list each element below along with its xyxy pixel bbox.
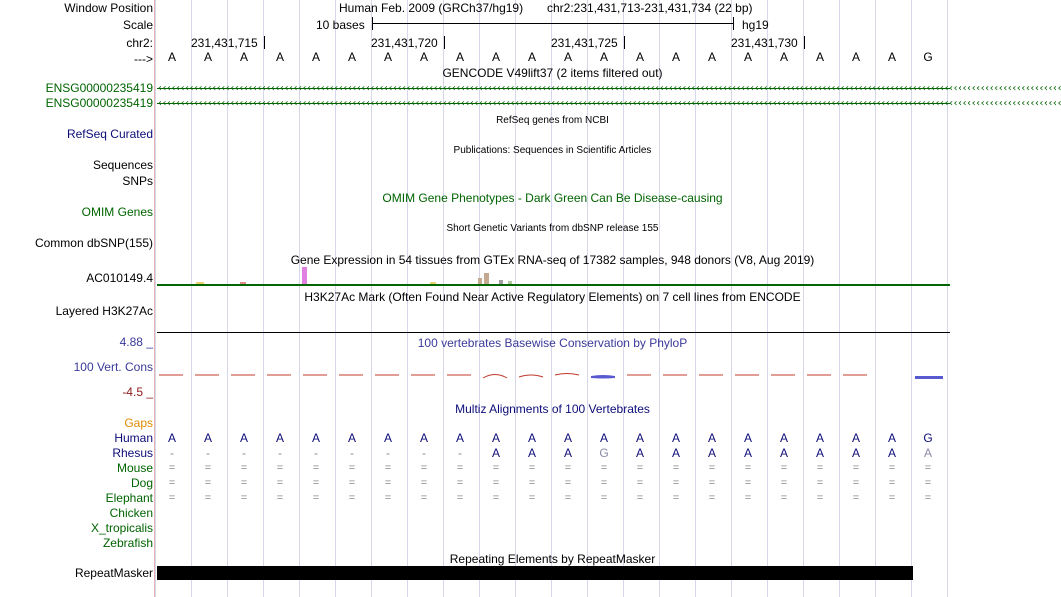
multiz-alignment-char: =	[204, 477, 212, 489]
base-letter: A	[491, 50, 500, 64]
multiz-alignment-char: =	[564, 462, 572, 474]
ruler-tick-label: 231,431,730	[731, 36, 798, 50]
multiz-alignment-char: =	[528, 462, 536, 474]
base-letter: A	[815, 50, 824, 64]
omim-track-title: OMIM Gene Phenotypes - Dark Green Can Be Disease-causing	[382, 191, 723, 205]
multiz-alignment-char: =	[276, 477, 284, 489]
publications-track-label[interactable]: Sequences	[92, 158, 153, 172]
base-letter: G	[923, 50, 933, 64]
base-letter: A	[563, 50, 572, 64]
multiz-alignment-char: =	[420, 492, 428, 504]
multiz-alignment-char: =	[204, 462, 212, 474]
multiz-alignment-char: =	[456, 462, 464, 474]
multiz-alignment-char: =	[312, 477, 320, 489]
phylop-track-title: 100 vertebrates Basewise Conservation by PhyloP	[417, 336, 688, 350]
gtex-track-title: Gene Expression in 54 tissues from GTEx RNA-seq of 17382 samples, 948 donors (V8, Aug 2019)	[290, 253, 815, 267]
ruler-tick-label: 231,431,720	[371, 36, 438, 50]
multiz-alignment-char: =	[204, 492, 212, 504]
dbsnp-track-label[interactable]: Common dbSNP(155)	[34, 236, 153, 250]
dbsnp-track-title: Short Genetic Variants from dbSNP release 155	[446, 223, 659, 234]
multiz-alignment-char: =	[168, 477, 176, 489]
multiz-alignment-char: A	[851, 446, 860, 460]
base-letter: A	[635, 50, 644, 64]
multiz-alignment-char: =	[888, 462, 896, 474]
phylop-min-label: -4.5 _	[122, 385, 153, 399]
h3k27ac-track-title: H3K27Ac Mark (Often Found Near Active Regulatory Elements) on 7 cell lines from ENCODE	[304, 290, 801, 304]
base-letter: A	[887, 50, 896, 64]
multiz-alignment-char: A	[203, 431, 212, 445]
gaps-track-label[interactable]: Gaps	[124, 416, 153, 430]
refseq-track-label[interactable]: RefSeq Curated	[66, 127, 153, 141]
multiz-alignment-char: =	[708, 492, 716, 504]
multiz-alignment-char: A	[311, 431, 320, 445]
refseq-track-title: RefSeq genes from NCBI	[496, 115, 609, 126]
multiz-alignment-char: A	[275, 431, 284, 445]
multiz-alignment-char: =	[708, 462, 716, 474]
multiz-alignment-char: =	[888, 477, 896, 489]
multiz-alignment-char: =	[240, 462, 248, 474]
base-letter: A	[419, 50, 428, 64]
multiz-alignment-char: A	[239, 431, 248, 445]
base-letter: A	[851, 50, 860, 64]
multiz-alignment-char: =	[384, 462, 392, 474]
multiz-alignment-char: A	[779, 446, 788, 460]
multiz-alignment-char: A	[167, 431, 176, 445]
multiz-alignment-char: A	[851, 431, 860, 445]
multiz-alignment-char: A	[707, 446, 716, 460]
multiz-alignment-char: A	[671, 431, 680, 445]
multiz-alignment-char: -	[422, 446, 426, 460]
gencode-item-label[interactable]: ENSG00000235419	[45, 96, 153, 110]
multiz-alignment-char: A	[491, 431, 500, 445]
chr-label: chr2:	[126, 36, 153, 50]
multiz-alignment-char: A	[347, 431, 356, 445]
multiz-alignment-char: A	[491, 446, 500, 460]
multiz-alignment-char: A	[383, 431, 392, 445]
multiz-alignment-char: -	[206, 446, 210, 460]
multiz-alignment-char: =	[348, 477, 356, 489]
base-letter: A	[203, 50, 212, 64]
multiz-alignment-char: A	[635, 431, 644, 445]
multiz-alignment-char: =	[168, 462, 176, 474]
multiz-alignment-char: A	[887, 431, 896, 445]
multiz-alignment-char: =	[888, 492, 896, 504]
multiz-alignment-char: =	[528, 492, 536, 504]
multiz-alignment-char: =	[456, 492, 464, 504]
multiz-alignment-char: =	[780, 477, 788, 489]
multiz-alignment-char: =	[636, 492, 644, 504]
multiz-alignment-char: -	[458, 446, 462, 460]
base-letter: A	[383, 50, 392, 64]
multiz-alignment-char: A	[635, 446, 644, 460]
multiz-alignment-char: -	[350, 446, 354, 460]
multiz-alignment-char: =	[780, 462, 788, 474]
multiz-alignment-char: =	[852, 492, 860, 504]
multiz-track-title: Multiz Alignments of 100 Vertebrates	[455, 402, 650, 416]
phylop-wiggle[interactable]	[155, 365, 950, 385]
multiz-alignment-char: A	[707, 431, 716, 445]
multiz-alignment-char: A	[779, 431, 788, 445]
base-letter: A	[455, 50, 464, 64]
multiz-alignment-char: -	[278, 446, 282, 460]
multiz-alignment-char: A	[743, 431, 752, 445]
multiz-alignment-char: A	[815, 431, 824, 445]
base-letter: A	[527, 50, 536, 64]
multiz-species-label[interactable]: Human	[114, 431, 153, 445]
multiz-alignment-char: A	[527, 431, 536, 445]
multiz-alignment-char: A	[923, 446, 932, 460]
multiz-alignment-char: =	[528, 477, 536, 489]
multiz-alignment-char: =	[492, 462, 500, 474]
gencode-strand-chevrons: ‹‹‹‹‹‹‹‹‹‹‹‹‹‹‹‹‹‹‹‹‹‹‹‹‹‹‹‹‹‹‹‹‹‹‹‹‹‹‹‹‹‹‹‹‹‹‹‹‹‹‹‹‹‹‹‹‹‹‹‹‹‹‹‹‹‹‹‹‹‹‹‹‹‹‹‹‹‹‹‹‹‹‹‹‹‹‹‹‹‹‹‹‹‹‹‹‹‹‹‹‹‹‹‹‹‹‹‹‹‹‹‹‹‹‹‹‹‹‹‹‹‹‹‹‹‹‹‹‹‹‹‹‹‹‹‹‹‹‹‹‹‹‹‹‹‹‹‹‹‹‹‹‹‹‹‹‹‹‹‹‹‹‹‹‹‹‹‹‹‹‹‹‹‹‹‹‹‹‹‹‹‹‹‹‹‹‹‹‹‹‹‹‹‹‹‹‹‹‹‹	[157, 83, 1061, 94]
multiz-alignment-char: =	[420, 462, 428, 474]
multiz-alignment-char: A	[599, 431, 608, 445]
multiz-species-label[interactable]: Rhesus	[112, 446, 153, 460]
multiz-alignment-char: =	[276, 462, 284, 474]
multiz-alignment-char: =	[384, 477, 392, 489]
multiz-alignment-char: =	[672, 477, 680, 489]
multiz-alignment-char: =	[744, 477, 752, 489]
multiz-alignment-char: =	[672, 492, 680, 504]
multiz-alignment-char: =	[564, 477, 572, 489]
multiz-alignment-char: -	[170, 446, 174, 460]
multiz-alignment-char: =	[600, 492, 608, 504]
strand-arrow-label[interactable]: --->	[134, 52, 153, 66]
multiz-alignment-char: =	[852, 477, 860, 489]
multiz-species-label[interactable]: Elephant	[105, 491, 153, 505]
multiz-alignment-char: A	[563, 446, 572, 460]
multiz-alignment-char: =	[240, 492, 248, 504]
db-label: hg19	[742, 18, 769, 32]
multiz-alignment-char: =	[492, 492, 500, 504]
base-letter: A	[599, 50, 608, 64]
multiz-alignment-char: A	[455, 431, 464, 445]
multiz-alignment-char: G	[599, 446, 609, 460]
multiz-alignment-char: =	[600, 462, 608, 474]
multiz-alignment-char: =	[312, 492, 320, 504]
base-letter: A	[275, 50, 284, 64]
assembly-title: Human Feb. 2009 (GRCh37/hg19)	[339, 1, 524, 15]
multiz-alignment-char: =	[348, 492, 356, 504]
multiz-alignment-char: =	[312, 462, 320, 474]
gencode-strand-chevrons: ‹‹‹‹‹‹‹‹‹‹‹‹‹‹‹‹‹‹‹‹‹‹‹‹‹‹‹‹‹‹‹‹‹‹‹‹‹‹‹‹‹‹‹‹‹‹‹‹‹‹‹‹‹‹‹‹‹‹‹‹‹‹‹‹‹‹‹‹‹‹‹‹‹‹‹‹‹‹‹‹‹‹‹‹‹‹‹‹‹‹‹‹‹‹‹‹‹‹‹‹‹‹‹‹‹‹‹‹‹‹‹‹‹‹‹‹‹‹‹‹‹‹‹‹‹‹‹‹‹‹‹‹‹‹‹‹‹‹‹‹‹‹‹‹‹‹‹‹‹‹‹‹‹‹‹‹‹‹‹‹‹‹‹‹‹‹‹‹‹‹‹‹‹‹‹‹‹‹‹‹‹‹‹‹‹‹‹‹‹‹‹‹‹‹‹‹‹‹‹‹	[157, 98, 1061, 109]
multiz-alignment-char: =	[456, 477, 464, 489]
multiz-alignment-char: A	[887, 446, 896, 460]
base-letter: A	[671, 50, 680, 64]
h3k27ac-baseline	[157, 332, 950, 333]
multiz-alignment-char: =	[420, 477, 428, 489]
multiz-alignment-char: =	[276, 492, 284, 504]
multiz-species-label[interactable]: Dog	[130, 476, 153, 490]
multiz-alignment-char: -	[242, 446, 246, 460]
scale-text: 10 bases	[316, 18, 365, 32]
multiz-alignment-char: A	[743, 446, 752, 460]
multiz-alignment-char: A	[419, 431, 428, 445]
base-letter: A	[167, 50, 176, 64]
snps-track-label[interactable]: SNPs	[122, 174, 153, 188]
base-letter: A	[779, 50, 788, 64]
multiz-alignment-char: -	[386, 446, 390, 460]
multiz-alignment-char: =	[852, 462, 860, 474]
repeatmasker-track-title: Repeating Elements by RepeatMasker	[449, 552, 656, 566]
gencode-item-label[interactable]: ENSG00000235419	[45, 81, 153, 95]
scale-label: Scale	[122, 18, 153, 32]
multiz-alignment-char: =	[924, 462, 932, 474]
multiz-alignment-char: =	[636, 462, 644, 474]
phylop-track-label[interactable]: 100 Vert. Cons	[73, 360, 153, 374]
multiz-alignment-char: =	[492, 477, 500, 489]
publications-track-title: Publications: Sequences in Scientific Articles	[453, 145, 652, 156]
base-letter: A	[347, 50, 356, 64]
multiz-alignment-char: =	[600, 477, 608, 489]
multiz-alignment-char: =	[924, 477, 932, 489]
multiz-alignment-char: =	[744, 492, 752, 504]
multiz-alignment-char: =	[636, 477, 644, 489]
multiz-alignment-char: A	[563, 431, 572, 445]
repeatmasker-track-label[interactable]: RepeatMasker	[74, 566, 153, 580]
multiz-alignment-char: =	[816, 462, 824, 474]
multiz-alignment-char: =	[384, 492, 392, 504]
multiz-alignment-char: =	[348, 462, 356, 474]
multiz-alignment-char: =	[924, 492, 932, 504]
multiz-alignment-char: =	[240, 477, 248, 489]
multiz-alignment-char: =	[780, 492, 788, 504]
base-letter: A	[311, 50, 320, 64]
base-letter: A	[743, 50, 752, 64]
multiz-alignment-char: G	[923, 431, 933, 445]
multiz-alignment-char: =	[168, 492, 176, 504]
multiz-species-label[interactable]: Chicken	[109, 506, 153, 520]
multiz-alignment-char: =	[744, 462, 752, 474]
base-letter: A	[239, 50, 248, 64]
multiz-species-label[interactable]: Zebrafish	[102, 536, 153, 550]
gencode-track-title: GENCODE V49lift37 (2 items filtered out)	[442, 66, 663, 80]
multiz-alignment-char: -	[314, 446, 318, 460]
multiz-alignment-char: =	[708, 477, 716, 489]
multiz-species-label[interactable]: X_tropicalis	[90, 521, 153, 535]
ruler-tick-label: 231,431,725	[551, 36, 618, 50]
multiz-alignment-char: =	[816, 492, 824, 504]
gtex-track-label[interactable]: AC010149.4	[86, 271, 153, 285]
multiz-alignment-char: =	[672, 462, 680, 474]
omim-track-label[interactable]: OMIM Genes	[81, 205, 153, 219]
multiz-alignment-char: =	[816, 477, 824, 489]
base-letter: A	[707, 50, 716, 64]
position-readout: chr2:231,431,713-231,431,734 (22 bp)	[547, 1, 753, 15]
phylop-max-label: 4.88 _	[119, 335, 153, 349]
multiz-alignment-char: A	[671, 446, 680, 460]
multiz-species-label[interactable]: Mouse	[116, 461, 153, 475]
multiz-alignment-char: A	[527, 446, 536, 460]
repeatmasker-element-block[interactable]	[157, 566, 913, 580]
window-position-label: Window Position	[64, 1, 153, 15]
h3k27ac-track-label[interactable]: Layered H3K27Ac	[55, 304, 153, 318]
multiz-alignment-char: A	[815, 446, 824, 460]
ruler-tick-label: 231,431,715	[191, 36, 258, 50]
multiz-alignment-char: =	[564, 492, 572, 504]
